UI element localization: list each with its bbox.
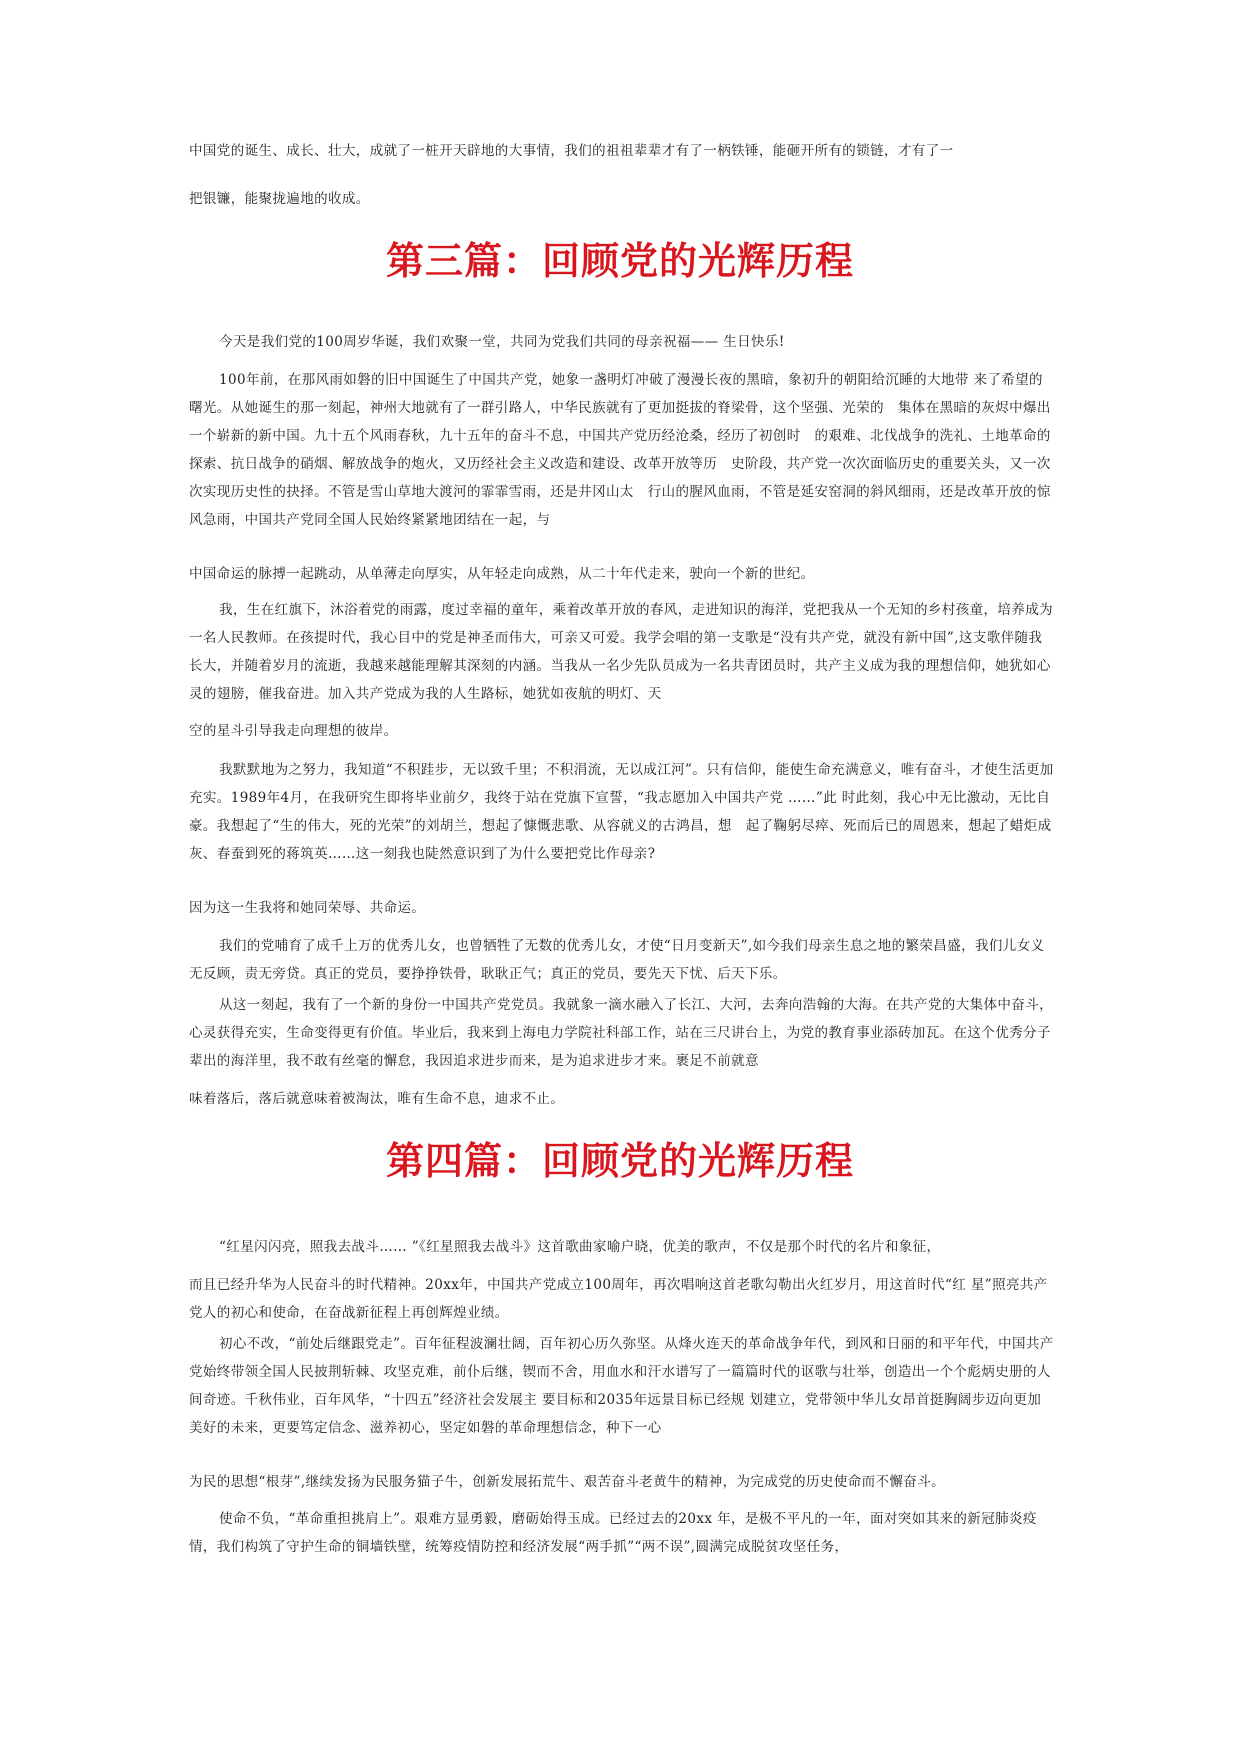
paragraph: 中国党的诞生、成长、壮大，成就了一桩开天辟地的大事情，我们的祖祖辈辈才有了一柄铁锤，能砸开所有的锁链，才有了一	[189, 143, 954, 159]
paragraph: 我默默地为之努力，我知道“不积跬步，无以致千里；不积涓流，无以成江河”。只有信仰，能使生命充满意义，唯有奋斗，才使生活更加充实。1989年4月，在我研究生即将毕业前夕，我终于站在党旗下宣誓，“我志愿加入中国共产党 ……”此 时此刻，我心中无比激动，无比自豪。我想起了“生的伟大，死的光荣”的刘胡兰，想起了慷慨悲歌、从容就义的古鸿昌，想 起了鞠躬尽瘁、死而后已的周恩来，想起了蜡炬成灰、春蚕到死的蒋筑英……这一刻我也陡然意识到了为什么要把党比作母亲?	[189, 762, 1054, 862]
paragraph: 100年前，在那风雨如磐的旧中国诞生了中国共产党，她象一盏明灯冲破了漫漫长夜的黑暗，象初升的朝阳给沉睡的大地带 来了希望的曙光。从她诞生的那一刻起，神州大地就有了一群引路人，中华民族就有了更加挺拔的脊梁骨，这个坚强、光荣的 集体在黑暗的灰烬中爆出一个崭新的新中国。九十五个风雨春秋，九十五年的奋斗不息，中国共产党历经沧桑，经历了初创时 的艰难、北伐战争的洗礼、土地革命的探索、抗日战争的硝烟、解放战争的炮火，又历经社会主义改造和建设、改革开放等历 史阶段，共产党一次次面临历史的重要关头，又一次次实现历史性的抉择。不管是雪山草地大渡河的霏霏雪雨，还是井冈山太 行山的腥风血雨，不管是延安窑洞的斜风细雨，还是改革开放的惊风急雨，中国共产党同全国人民始终紧紧地团结在一起，与	[189, 372, 1051, 528]
paragraph: 而且已经升华为人民奋斗的时代精神。20xx年，中国共产党成立100周年，再次唱响这首老歌勾勒出火红岁月，用这首时代“红 星”照亮共产党人的初心和使命，在奋战新征程上再创辉煌业绩。	[189, 1277, 1048, 1321]
paragraph: 今天是我们党的100周岁华诞，我们欢聚一堂，共同为党我们共同的母亲祝福—— 生日快乐!	[219, 334, 785, 350]
section-heading: 第四篇：回顾党的光辉历程	[385, 1138, 854, 1183]
paragraph: 中国命运的脉搏一起跳动，从单薄走向厚实，从年轻走向成熟，从二十年代走来，驶向一个新的世纪。	[189, 566, 815, 582]
paragraph: 初心不改，“前处后继跟党走”。百年征程波澜壮阔，百年初心历久弥坚。从烽火连天的革命战争年代，到风和日丽的和平年代，中国共产党始终带领全国人民披荆斩棘、攻坚克难，前仆后继，锲而不舍，用血水和汗水谱写了一篇篇时代的讴歌与壮举，创造出一个个彪炳史册的人间奇迹。千秋伟业，百年风华，“十四五”经济社会发展主 要目标和2035年远景目标已经规 划建立，党带领中华儿女昂首挺胸阔步迈向更加美好的未来，更要笃定信念、滋养初心，坚定如磐的革命理想信念，种下一心	[189, 1336, 1054, 1436]
paragraph: 我们的党哺育了成千上万的优秀儿女，也曾牺牲了无数的优秀儿女，才使“日月变新天”,如今我们母亲生息之地的繁荣昌盛，我们儿女义无反顾，责无旁贷。真正的党员，要挣挣铁骨，耿耿正气；真正的党员，要先天下忧、后天下乐。	[189, 938, 1045, 982]
paragraph: 空的星斗引导我走向理想的彼岸。	[189, 723, 398, 739]
paragraph: 使命不负，“革命重担挑肩上”。艰难方显勇毅，磨砺始得玉成。已经过去的20xx 年，是极不平凡的一年，面对突如其来的新冠肺炎疫情，我们构筑了守护生命的铜墙铁壁，统筹疫情防控和经济发展“两手抓”“两不误”,圆满完成脱贫攻坚任务，	[189, 1511, 1037, 1555]
paragraph: 把银镰，能聚拢遍地的收成。	[189, 191, 370, 207]
paragraph: 味着落后，落后就意味着被淘汰，唯有生命不息，迪求不止。	[189, 1091, 565, 1107]
paragraph: 从这一刻起，我有了一个新的身份一中国共产党党员。我就象一滴水融入了长江、大河，去奔向浩翰的大海。在共产党的大集体中奋斗，心灵获得充实，生命变得更有价值。毕业后，我来到上海电力学院社科部工作，站在三尺讲台上，为党的教育事业添砖加瓦。在这个优秀分子辈出的海洋里，我不敢有丝毫的懈怠，我因追求进步而来，是为追求进步才来。裹足不前就意	[189, 997, 1053, 1069]
paragraph: “红星闪闪亮，照我去战斗…… ”《红星照我去战斗》这首歌曲家喻户晓，优美的歌声，不仅是那个时代的名片和象征，	[219, 1239, 941, 1255]
section-heading: 第三篇：回顾党的光辉历程	[385, 238, 854, 283]
paragraph: 为民的思想“根芽”,继续发扬为民服务猫子牛，创新发展拓荒牛、艰苦奋斗老黄牛的精神，为完成党的历史使命而不懈奋斗。	[189, 1474, 945, 1490]
paragraph: 我，生在红旗下，沐浴着党的雨露，度过幸福的童年，乘着改革开放的春风，走进知识的海洋，党把我从一个无知的乡村孩童，培养成为一名人民教师。在孩提时代，我心目中的党是神圣而伟大，可亲又可爱。我学会唱的第一支歌是“没有共产党，就没有新中国”,这支歌伴随我长大，并随着岁月的流逝，我越来越能理解其深刻的内涵。当我从一名少先队员成为一名共青团员时，共产主义成为我的理想信仰，她犹如心灵的翅膀，催我奋进。加入共产党成为我的人生路标，她犹如夜航的明灯、天	[189, 602, 1053, 702]
paragraph: 因为这一生我将和她同荣辱、共命运。	[189, 900, 426, 916]
